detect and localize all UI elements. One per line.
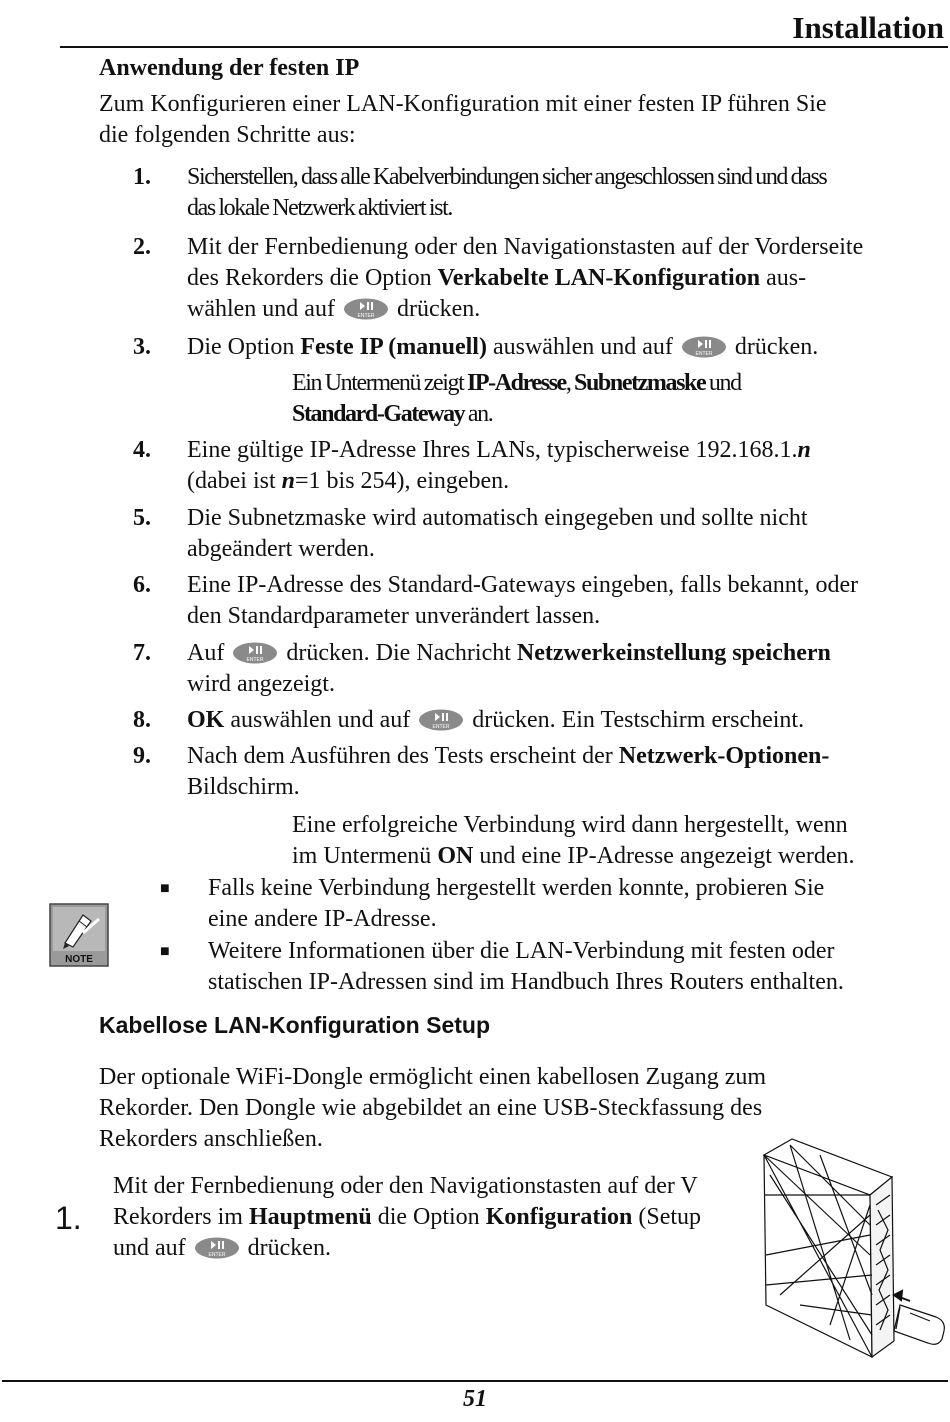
enter-button-icon xyxy=(681,336,727,358)
step-9-text xyxy=(187,741,945,803)
step-number: 8. xyxy=(133,707,151,733)
enter-label: ENTER xyxy=(432,724,450,730)
note-line: Eine erfolgreiche Verbindung wird dann hergestellt, wenn xyxy=(292,812,848,838)
paragraph-line: Rekorders anschließen. xyxy=(99,1126,323,1152)
term: Standard-Gateway xyxy=(292,401,465,427)
menu-name: Hauptmenü xyxy=(248,1204,372,1230)
note-line xyxy=(292,841,942,872)
text-run: auswählen und auf xyxy=(486,334,679,360)
step-7-text xyxy=(187,638,945,700)
wireless-paragraph xyxy=(99,1062,859,1155)
bullet-line: statischen IP-Adressen sind im Handbuch Ihres Routers enthalten. xyxy=(208,969,844,995)
text-run: an. xyxy=(464,401,493,427)
intro-line: Zum Konfigurieren einer LAN-Konfiguration mit einer festen IP führen Sie xyxy=(99,91,827,117)
step-number: 1. xyxy=(133,164,151,190)
step-line xyxy=(187,466,945,497)
text-run: Ein Untermenü zeigt xyxy=(292,370,467,396)
text-run: Die Option xyxy=(187,334,301,360)
step-line xyxy=(113,1233,763,1264)
step-3-text xyxy=(187,332,945,363)
bullet-marker: ■ xyxy=(160,880,170,897)
text-run: =1 bis 254), eingeben. xyxy=(295,468,510,494)
text-run: drücken. xyxy=(241,1235,331,1261)
note-line xyxy=(292,368,942,399)
text-run: Eine gültige IP-Adresse Ihres LANs, typischerweise 192.168.1. xyxy=(187,437,798,463)
step-line xyxy=(187,263,945,294)
step-line: Mit der Fernbedienung oder den Navigationstasten auf der V xyxy=(113,1173,698,1199)
step-number: 4. xyxy=(133,437,151,463)
step-9-note xyxy=(292,810,942,872)
step-line xyxy=(113,1202,763,1233)
note-bullet-1 xyxy=(208,873,945,935)
footer-rule xyxy=(2,1380,948,1382)
text-run: (dabei ist xyxy=(187,468,282,494)
option-name: OK xyxy=(187,707,225,733)
step-number: 3. xyxy=(133,334,151,360)
text-run: drücken. Die Nachricht xyxy=(280,640,517,666)
enter-button-icon xyxy=(232,642,278,664)
text-run: , xyxy=(565,370,575,396)
term: IP-Adresse xyxy=(466,370,566,396)
text-run: Nach dem Ausführen des Tests erscheint der xyxy=(187,743,619,769)
screen-name: Netzwerk-Optionen- xyxy=(618,743,830,769)
paragraph-line: Der optionale WiFi-Dongle ermöglicht einen kabellosen Zugang zum xyxy=(99,1064,767,1090)
step-8-text xyxy=(187,705,945,736)
step-number: 9. xyxy=(133,743,151,769)
text-run: Auf xyxy=(187,640,231,666)
note-bullet-2 xyxy=(208,936,945,998)
step-line: den Standardparameter unverändert lassen. xyxy=(187,603,601,629)
text-run: drücken. xyxy=(390,296,481,322)
enter-button-icon xyxy=(343,298,389,320)
header-rule xyxy=(60,46,948,48)
step-line xyxy=(187,294,945,325)
enter-label: ENTER xyxy=(357,313,375,319)
text-run: aus- xyxy=(760,265,807,291)
step-line xyxy=(187,638,945,669)
chapter-title: Installation xyxy=(792,10,944,45)
step-line xyxy=(187,435,945,466)
text-run: des Rekorders die Option xyxy=(187,265,438,291)
recorder-wifi-dongle-illustration xyxy=(760,1135,948,1375)
term: Subnetzmaske xyxy=(574,370,706,396)
section-heading-fixed-ip: Anwendung der festen IP xyxy=(99,55,360,81)
bullet-line: Falls keine Verbindung hergestellt werden konnte, probieren Sie xyxy=(208,875,825,901)
enter-label: ENTER xyxy=(695,351,713,357)
step-line: Eine IP-Adresse des Standard-Gateways eingeben, falls bekannt, oder xyxy=(187,572,859,598)
step-1-text xyxy=(187,162,945,224)
text-run: die Option xyxy=(371,1204,486,1230)
wireless-step-1-text xyxy=(113,1171,763,1264)
step-6-text xyxy=(187,570,945,632)
step-number: 5. xyxy=(133,505,151,531)
enter-button-icon xyxy=(194,1237,240,1259)
variable: n xyxy=(281,468,295,494)
paragraph-line: Rekorder. Den Dongle wie abgebildet an eine USB-Steckfassung des xyxy=(99,1095,763,1121)
intro-paragraph xyxy=(99,89,945,151)
step-line xyxy=(187,741,945,772)
note-label: NOTE xyxy=(65,954,93,965)
step-line: abgeändert werden. xyxy=(187,536,375,562)
enter-label: ENTER xyxy=(246,657,264,663)
option-name: Konfiguration xyxy=(485,1204,633,1230)
page-number: 51 xyxy=(463,1386,487,1412)
step-number-large: 1. xyxy=(55,1200,82,1236)
bullet-line: eine andere IP-Adresse. xyxy=(208,906,437,932)
text-run: und auf xyxy=(113,1235,192,1261)
step-line: wird angezeigt. xyxy=(187,671,335,697)
intro-line: die folgenden Schritte aus: xyxy=(99,122,356,148)
step-4-text xyxy=(187,435,945,497)
term: ON xyxy=(437,843,474,869)
text-run: im Untermenü xyxy=(292,843,438,869)
text-run: drücken. xyxy=(728,334,819,360)
text-run: auswählen und auf xyxy=(224,707,417,733)
text-run: Rekorders im xyxy=(113,1204,249,1230)
text-run: und eine IP-Adresse angezeigt werden. xyxy=(473,843,855,869)
text-run: wählen und auf xyxy=(187,296,341,322)
step-5-text xyxy=(187,503,945,565)
step-line: Sicherstellen, dass alle Kabelverbindungen sicher angeschlossen sind und dass xyxy=(187,164,827,190)
variable: n xyxy=(797,437,811,463)
text-run: (Setup xyxy=(632,1204,702,1230)
enter-button-icon xyxy=(418,709,464,731)
enter-label: ENTER xyxy=(208,1252,226,1258)
section-heading-wireless-lan: Kabellose LAN-Konfiguration Setup xyxy=(99,1012,490,1038)
text-run: und xyxy=(705,370,741,396)
step-line: Mit der Fernbedienung oder den Navigationstasten auf der Vorderseite xyxy=(187,234,864,260)
step-line: Bildschirm. xyxy=(187,774,300,800)
step-number: 7. xyxy=(133,640,151,666)
note-line xyxy=(292,399,942,430)
step-3-note xyxy=(292,368,942,430)
option-name: Verkabelte LAN-Konfiguration xyxy=(437,265,761,291)
note-icon xyxy=(49,903,109,967)
message-name: Netzwerkeinstellung speichern xyxy=(516,640,831,666)
bullet-marker: ■ xyxy=(160,943,170,960)
option-name: Feste IP (manuell) xyxy=(300,334,487,360)
step-number: 2. xyxy=(133,234,151,260)
step-number: 6. xyxy=(133,572,151,598)
bullet-line: Weitere Informationen über die LAN-Verbindung mit festen oder xyxy=(208,938,835,964)
step-2-text xyxy=(187,232,945,325)
step-line: das lokale Netzwerk aktiviert ist. xyxy=(187,195,452,221)
step-line: Die Subnetzmaske wird automatisch eingegeben und sollte nicht xyxy=(187,505,808,531)
text-run: drücken. Ein Testschirm erscheint. xyxy=(466,707,805,733)
